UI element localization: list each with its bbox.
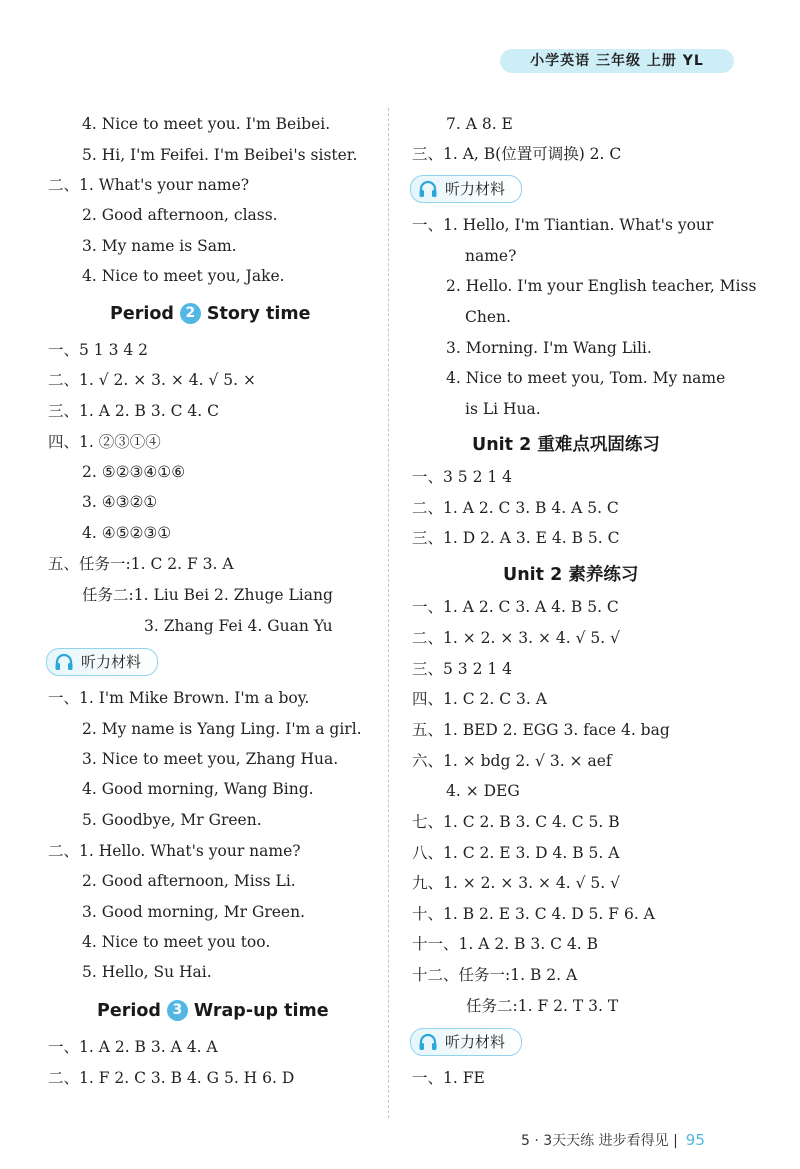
answer-line: 十二、任务一:1. B 2. A bbox=[412, 966, 578, 984]
answer-line: 4. Nice to meet you. I'm Beibei. bbox=[82, 115, 331, 133]
answer-line: 七、1. C 2. B 3. C 4. C 5. B bbox=[412, 813, 620, 831]
answer-line: 九、1. × 2. × 3. × 4. √ 5. √ bbox=[412, 874, 621, 892]
listening-line: name? bbox=[465, 247, 517, 265]
listening-line: 3. Good morning, Mr Green. bbox=[82, 903, 306, 921]
listening-line: Chen. bbox=[465, 308, 511, 326]
answer-line: 任务二:1. Liu Bei 2. Zhuge Liang bbox=[82, 586, 333, 604]
page-footer bbox=[521, 1130, 705, 1150]
listening-line: 3. Morning. I'm Wang Lili. bbox=[446, 339, 652, 357]
period-number-badge: 2 bbox=[180, 303, 201, 324]
listening-line: is Li Hua. bbox=[465, 400, 541, 418]
listening-label-text: 听力材料 bbox=[445, 1033, 506, 1051]
answer-line: 三、1. A 2. B 3. C 4. C bbox=[48, 402, 219, 420]
answer-line: 五、任务一:1. C 2. F 3. A bbox=[48, 555, 234, 573]
listening-material-label bbox=[410, 1028, 522, 1056]
listening-line: 一、1. FE bbox=[412, 1069, 485, 1087]
answer-line: 4. × DEG bbox=[446, 782, 520, 800]
answer-line: 五、1. BED 2. EGG 3. face 4. bag bbox=[412, 721, 670, 739]
answer-line: 一、3 5 2 1 4 bbox=[412, 468, 513, 486]
section-title-period-2 bbox=[110, 302, 310, 326]
answer-line: 十一、1. A 2. B 3. C 4. B bbox=[412, 935, 598, 953]
listening-material-label bbox=[46, 648, 158, 676]
period-title: Story time bbox=[206, 304, 311, 324]
listening-label-text: 听力材料 bbox=[81, 653, 142, 671]
section-title-unit2-literacy: Unit 2 素养练习 bbox=[503, 565, 639, 585]
answer-line: 一、1. A 2. C 3. A 4. B 5. C bbox=[412, 598, 619, 616]
answer-line: 三、1. A, B(位置可调换) 2. C bbox=[412, 145, 622, 163]
listening-material-label bbox=[410, 175, 522, 203]
answer-line: 3. Zhang Fei 4. Guan Yu bbox=[144, 617, 333, 635]
listening-line: 4. Nice to meet you, Tom. My name bbox=[446, 369, 726, 387]
answer-line: 八、1. C 2. E 3. D 4. B 5. A bbox=[412, 844, 620, 862]
period-number-badge: 3 bbox=[167, 1000, 188, 1021]
answer-line: 二、1. F 2. C 3. B 4. G 5. H 6. D bbox=[48, 1069, 295, 1087]
answer-line: 3. ④③②① bbox=[82, 493, 158, 511]
answer-line: 7. A 8. E bbox=[446, 115, 513, 133]
listening-line: 一、1. I'm Mike Brown. I'm a boy. bbox=[48, 689, 310, 707]
answer-line: 四、1. ②③①④ bbox=[48, 433, 161, 451]
answer-line: 3. My name is Sam. bbox=[82, 237, 237, 255]
headphones-icon bbox=[418, 1033, 438, 1051]
book-header-tag: 小学英语 三年级 上册 YL bbox=[500, 49, 734, 73]
listening-line: 2. Good afternoon, Miss Li. bbox=[82, 872, 296, 890]
listening-line: 5. Hello, Su Hai. bbox=[82, 963, 212, 981]
listening-line: 4. Nice to meet you too. bbox=[82, 933, 271, 951]
listening-line: 5. Goodbye, Mr Green. bbox=[82, 811, 262, 829]
answer-line: 2. Good afternoon, class. bbox=[82, 206, 278, 224]
answer-line: 2. ⑤②③④①⑥ bbox=[82, 463, 186, 481]
answer-line: 二、1. √ 2. × 3. × 4. √ 5. × bbox=[48, 371, 257, 389]
answer-line: 二、1. A 2. C 3. B 4. A 5. C bbox=[412, 499, 619, 517]
period-title: Wrap-up time bbox=[193, 1001, 329, 1021]
answer-line: 4. Nice to meet you, Jake. bbox=[82, 267, 285, 285]
listening-line: 2. My name is Yang Ling. I'm a girl. bbox=[82, 720, 362, 738]
period-word: Period bbox=[97, 1001, 161, 1021]
listening-line: 4. Good morning, Wang Bing. bbox=[82, 780, 314, 798]
answer-line: 一、5 1 3 4 2 bbox=[48, 341, 149, 359]
headphones-icon bbox=[54, 653, 74, 671]
answer-line: 三、5 3 2 1 4 bbox=[412, 660, 513, 678]
answer-line: 十、1. B 2. E 3. C 4. D 5. F 6. A bbox=[412, 905, 655, 923]
listening-line: 一、1. Hello, I'm Tiantian. What's your bbox=[412, 216, 714, 234]
section-title-unit2-review: Unit 2 重难点巩固练习 bbox=[472, 435, 660, 455]
column-divider bbox=[388, 108, 389, 1118]
answer-line: 二、1. What's your name? bbox=[48, 176, 250, 194]
answer-line: 三、1. D 2. A 3. E 4. B 5. C bbox=[412, 529, 620, 547]
period-word: Period bbox=[110, 304, 174, 324]
answer-line: 5. Hi, I'm Feifei. I'm Beibei's sister. bbox=[82, 146, 358, 164]
listening-line: 二、1. Hello. What's your name? bbox=[48, 842, 301, 860]
answer-line: 4. ④⑤②③① bbox=[82, 524, 172, 542]
headphones-icon bbox=[418, 180, 438, 198]
page-number: 95 bbox=[685, 1131, 705, 1149]
listening-label-text: 听力材料 bbox=[445, 180, 506, 198]
listening-line: 3. Nice to meet you, Zhang Hua. bbox=[82, 750, 339, 768]
answer-line: 六、1. × bdg 2. √ 3. × aef bbox=[412, 752, 612, 770]
listening-line: 2. Hello. I'm your English teacher, Miss bbox=[446, 277, 757, 295]
footer-slogan: 5 · 3天天练 进步看得见 | bbox=[521, 1133, 678, 1149]
answer-line: 任务二:1. F 2. T 3. T bbox=[466, 997, 619, 1015]
answer-line: 一、1. A 2. B 3. A 4. A bbox=[48, 1038, 218, 1056]
section-title-period-3 bbox=[97, 999, 329, 1023]
answer-line: 四、1. C 2. C 3. A bbox=[412, 690, 547, 708]
answer-line: 二、1. × 2. × 3. × 4. √ 5. √ bbox=[412, 629, 621, 647]
